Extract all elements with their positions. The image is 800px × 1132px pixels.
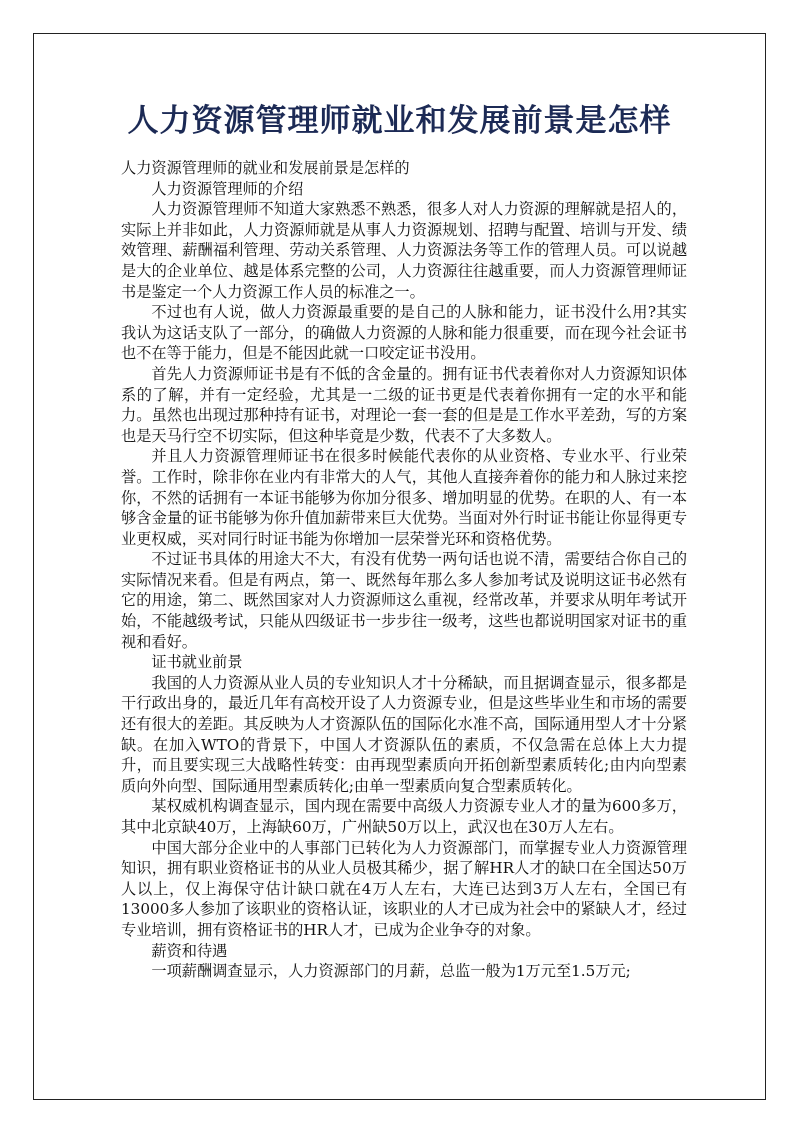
body-paragraph: 中国大部分企业中的人事部门已转化为人力资源部门，而掌握专业人力资源管理知识，拥有职业资格证书的从业人员极其稀少，据了解HR人才的缺口在全国达50万人以上，仅上海保守估计缺口就在4万人左右，大连已达到3万人左右，全国已有13000多人参加了该职业的资格认证，该职业的人才已成为社会中的紧缺人才，经过专业培训，拥有资格证书的HR人才，已成为企业争夺的对象。 — [121, 838, 687, 939]
section-heading-introduction: 人力资源管理师的介绍 — [151, 179, 304, 198]
body-paragraph: 不过也有人说，做人力资源最重要的是自己的人脉和能力，证书没什么用?其实我认为这话支队了一部分，的确做人力资源的人脉和能力很重要，而在现今社会证书也不在等于能力，但是不能因此就一口咬定证书没用。 — [121, 303, 687, 363]
body-paragraph: 一项薪酬调查显示，人力资源部门的月薪，总监一般为1万元至1.5万元; — [151, 962, 631, 981]
document-title: 人力资源管理师就业和发展前景是怎样 — [127, 103, 672, 139]
document-body — [121, 158, 687, 982]
section-heading-career-prospects: 证书就业前景 — [151, 653, 243, 672]
body-paragraph: 首先人力资源师证书是有不低的含金量的。拥有证书代表着你对人力资源知识体系的了解，并有一定经验，尤其是一二级的证书更是代表着你拥有一定的水平和能力。虽然也出现过那种持有证书，对理论一套一套的但是是工作水平差劲，写的方案也是天马行空不切实际，但这种毕竟是少数，代表不了大多数人。 — [121, 364, 687, 445]
body-paragraph: 并且人力资源管理师证书在很多时候能代表你的从业资格、专业水平、行业荣誉。工作时，除非你在业内有非常大的人气，其他人直接奔着你的能力和人脉过来挖你，不然的话拥有一本证书能够为你加分很多、增加明显的优势。在职的人、有一本够含金量的证书能够为你升值加薪带来巨大优势。当面对外行时证书能让你显得更专业更权威，买对同行时证书能为你增加一层荣誉光环和资格优势。 — [121, 447, 687, 548]
body-paragraph: 不过证书具体的用途大不大，有没有优势一两句话也说不清，需要结合你自己的实际情况来看。但是有两点，第一、既然每年那么多人参加考试及说明这证书必然有它的用途，第二、既然国家对人力资源师这么重视，经常改革，并要求从明年考试开始，不能越级考试，只能从四级证书一步步往一级考，这些也都说明国家对证书的重视和看好。 — [121, 550, 687, 651]
body-paragraph: 我国的人力资源从业人员的专业知识人才十分稀缺，而且据调查显示，很多都是干行政出身的，最近几年有高校开设了人力资源专业，但是这些毕业生和市场的需要还有很大的差距。其反映为人才资源队伍的国际化水准不高，国际通用型人才十分紧缺。在加入WTO的背景下，中国人才资源队伍的素质，不仅急需在总体上大力提升，而且要实现三大战略性转变：由再现型素质向开拓创新型素质转化;由内向型素质向外向型、国际通用型素质转化;由单一型素质向复合型素质转化。 — [121, 673, 687, 795]
intro-line: 人力资源管理师的就业和发展前景是怎样的 — [121, 159, 410, 177]
body-paragraph: 人力资源管理师不知道大家熟悉不熟悉，很多人对人力资源的理解就是招人的，实际上并非如此，人力资源师就是从事人力资源规划、招聘与配置、培训与开发、绩效管理、薪酬福利管理、劳动关系管理、人力资源法务等工作的管理人员。可以说越是大的企业单位、越是体系完整的公司，人力资源往往越重要，而人力资源管理师证书是鉴定一个人力资源工作人员的标准之一。 — [121, 200, 687, 301]
section-heading-salary: 薪资和待遇 — [151, 941, 228, 960]
body-paragraph: 某权威机构调查显示，国内现在需要中高级人力资源专业人才的量为600多万，其中北京缺40万，上海缺60万，广州缺50万以上，武汉也在30万人左右。 — [121, 797, 687, 836]
